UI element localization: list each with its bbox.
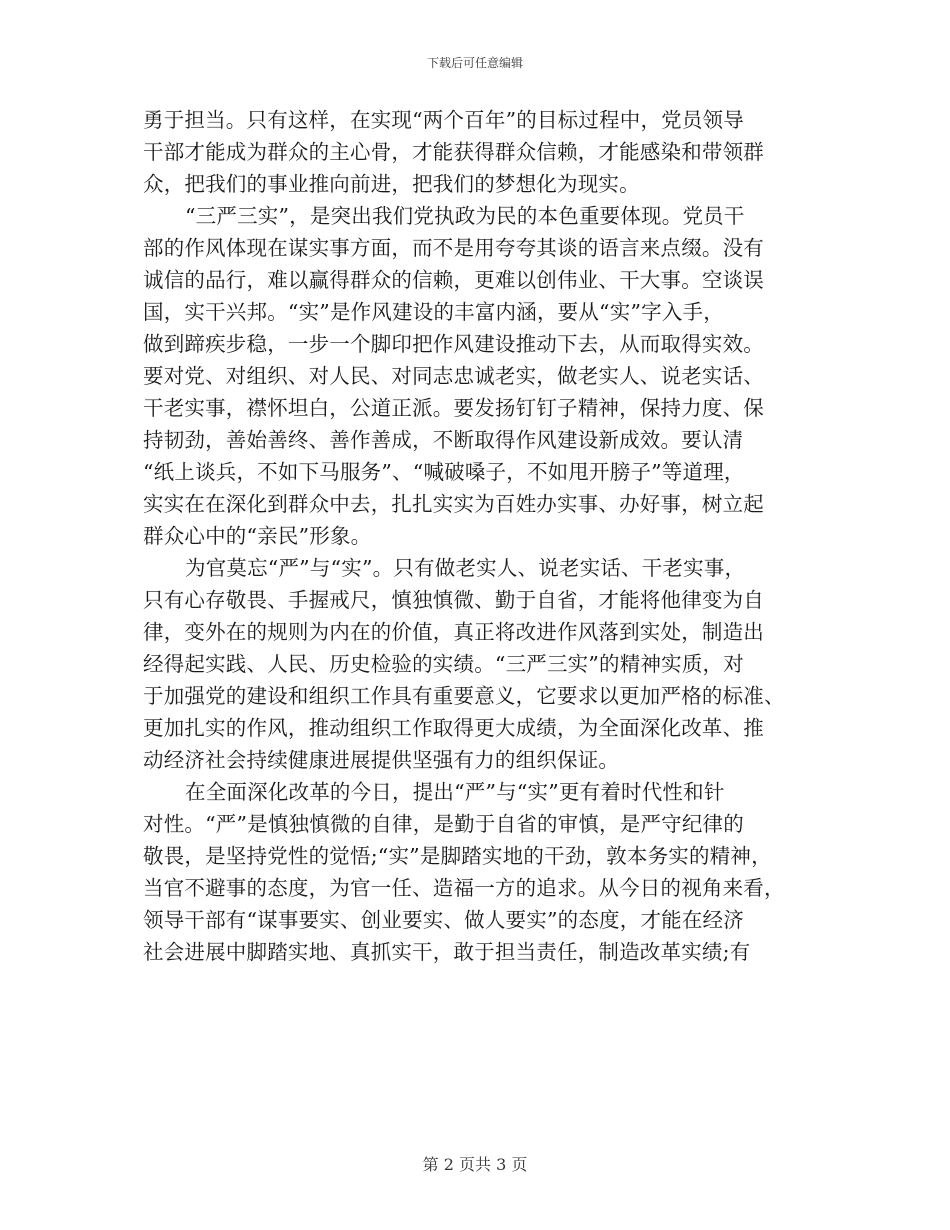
paragraph-2 [143,200,811,552]
text-line: 更加扎实的作风，推动组织工作取得更大成绩，为全面深化改革、推 [143,716,764,740]
text-line: 诚信的品行，难以赢得群众的信赖，更难以创伟业、干大事。空谈误 [143,268,764,292]
text-line: 部的作风体现在谋实事方面，而不是用夸夸其谈的语言来点缀。没有 [143,236,764,260]
text-line: 要对党、对组织、对人民、对同志忠诚老实，做老实人、说老实话、 [143,364,764,388]
paragraph-4 [143,776,811,968]
text-line: 勇于担当。只有这样，在实现“两个百年”的目标过程中，党员领导 [143,108,744,132]
text-line: 国，实干兴邦。“实”是作风建设的丰富内涵，要从“实”字入手， [143,300,724,324]
text-line: “三严三实”，是突出我们党执政为民的本色重要体现。党员干 [185,204,745,228]
text-line: 实实在在深化到群众中去，扎扎实实为百姓办实事、办好事，树立起 [143,492,764,516]
text-line: 领导干部有“谋事要实、创业要实、做人要实”的态度，才能在经济 [143,908,744,932]
document-body [143,104,811,968]
text-line: 于加强党的建设和组织工作具有重要意义，它要求以更加严格的标准、 [143,684,785,708]
text-line: 持韧劲，善始善终、善作善成，不断取得作风建设新成效。要认清 [143,428,744,452]
text-line: 对性。“严”是慎独慎微的自律，是勤于自省的审慎，是严守纪律的 [143,812,744,836]
text-line: 众，把我们的事业推向前进，把我们的梦想化为现实。 [143,172,640,196]
text-line: 动经济社会持续健康进展提供坚强有力的组织保证。 [143,748,620,772]
text-line: 当官不避事的态度，为官一任、造福一方的追求。从今日的视角来看， [143,876,785,900]
text-line: “纸上谈兵，不如下马服务”、“喊破嗓子，不如甩开膀子”等道理， [143,460,745,484]
text-line: 干老实事，襟怀坦白，公道正派。要发扬钉钉子精神，保持力度、保 [143,396,764,420]
text-line: 在全面深化改革的今日，提出“严”与“实”更有着时代性和针 [185,780,725,804]
paragraph-3 [143,552,811,776]
text-line: 干部才能成为群众的主心骨，才能获得群众信赖，才能感染和带领群 [143,140,764,164]
text-line: 做到蹄疾步稳，一步一个脚印把作风建设推动下去，从而取得实效。 [143,332,764,356]
paragraph-1 [143,104,811,200]
text-line: 群众心中的“亲民”形象。 [143,524,372,548]
page-header: 下载后可任意编辑 [426,56,523,70]
text-line: 社会进展中脚踏实地、真抓实干，敢于担当责任，制造改革实绩;有 [143,940,751,964]
text-line: 经得起实践、人民、历史检验的实绩。“三严三实”的精神实质，对 [143,652,744,676]
text-line: 只有心存敬畏、手握戒尺，慎独慎微、勤于自省，才能将他律变为自 [143,588,764,612]
text-line: 律，变外在的规则为内在的价值，真正将改进作风落到实处，制造出 [143,620,764,644]
text-line: 为官莫忘“严”与“实”。只有做老实人、说老实话、干老实事， [185,556,746,580]
text-line: 敬畏，是坚持党性的觉悟;“实”是脚踏实地的干劲，敦本务实的精神， [143,844,772,868]
page-footer: 第 2 页共 3 页 [422,1155,528,1174]
